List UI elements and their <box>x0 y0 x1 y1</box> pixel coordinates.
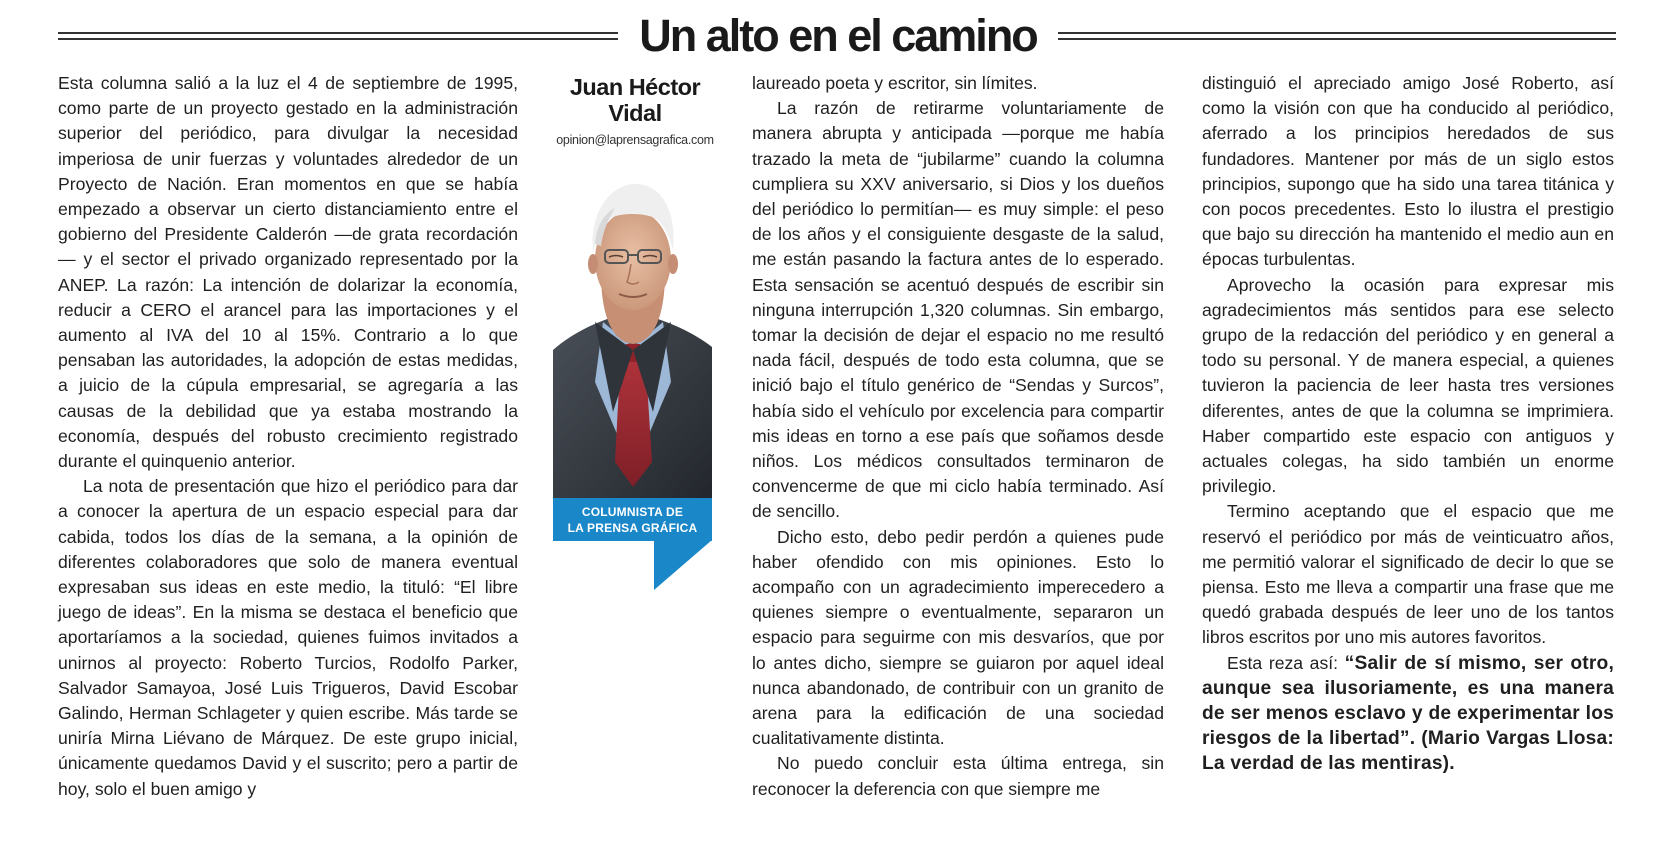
headline-rule-right <box>1058 32 1616 40</box>
paragraph: La razón de retirarme voluntariamente de manera abrupta y anticipada —porque me había trazado la meta de “jubilarme” cuando la columna cumpliera su XXV aniversario, si Dios y los dueños del periódico lo permitían— es muy simple: el peso de los años y el consiguiente desgaste de la salud, me están pasando la factura antes de lo esperado. Esta sensación se acentuó después de escribir sin ninguna interrupción 1,320 columnas. Sin embargo, tomar la decisión de dejar el espacio no me resultó nada fácil, después de todo esta columna, que se inició bajo el título genérico de “Sendas y Surcos”, había sido el vehículo por excelencia para compartir mis ideas en torno a ese país que soñamos desde niños. Los médicos consultados terminaron de convencerme de que mi ciclo había terminado. Así de sencillo. <box>752 98 1164 522</box>
author-portrait <box>553 172 712 498</box>
columnist-badge <box>553 498 712 541</box>
article-column-1 <box>58 71 518 802</box>
badge-line1: COLUMNISTA DE <box>581 504 684 519</box>
paragraph: laureado poeta y escritor, sin límites. <box>752 73 1038 93</box>
badge-line2: LA PRENSA GRÁFICA <box>567 520 698 535</box>
paragraph: La nota de presentación que hizo el periódico para dar a conocer la apertura de un espacio especial para dar cabida, todos los días de la semana, a la opinión de diferentes colaboradores que solo de manera eventual expresaban sus ideas en este medio, la tituló: “El libre juego de ideas”. En la misma se destaca el beneficio que aportaríamos a la sociedad, quienes fuimos invitados a unirnos al proyecto: Roberto Turcios, Rodolfo Parker, Salvador Samayoa, José Luis Trigueros, David Escobar Galindo, Herman Schlageter y quien escribe. Más tarde se uniría Mirna Liévano de Márquez. De este grupo inicial, únicamente quedamos David y el suscrito; pero a partir de hoy, solo el buen amigo y <box>58 476 518 799</box>
article-column-2 <box>752 71 1164 802</box>
paragraph: Dicho esto, debo pedir perdón a quienes pude haber ofendido con mis opiniones. Esto lo acompaño con un agradecimiento imperecedero a quienes siempre o eventualmente, separaron un espacio para seguirme con mis desvaríos, que por lo antes dicho, siempre se guiaron por aquel ideal nunca abandonado, de contribuir con un granito de arena para la edificación de una sociedad cualitativamente distinta. <box>752 526 1164 749</box>
paragraph: Esta columna salió a la luz el 4 de septiembre de 1995, como parte de un proyecto gestado en la administración superior del periódico, para divulgar la necesidad imperiosa de unir fuerzas y voluntades alrededor de un Proyecto de Nación. Eran momentos en que se había empezado a observar un cierto distanciamiento entre el gobierno del Presidente Calderón —de grata recordación— y el sector el privado organizado representado por la ANEP. La razón: La intención de dolarizar la economía, reducir a CERO el arancel para las importaciones y el aumento al IVA del 10 al 15%. Contrario a lo que pensaban las autoridades, la adopción de estas medidas, a juicio de la cúpula empresarial, se agregaría a las causas de la debilidad que ya estaba mostrando la economía, después del robusto crecimiento registrado durante el quinquenio anterior. <box>58 73 518 472</box>
closing-lead: Esta reza así: <box>1227 652 1345 673</box>
headline: Un alto en el camino <box>639 10 1037 61</box>
author-name <box>548 74 722 126</box>
headline-rule-left <box>58 32 618 40</box>
paragraph: distinguió el apreciado amigo José Roberto, así como la visión con que ha conducido al periódico, aferrado a los principios heredados de sus fundadores. Mantener por más de un siglo estos principios, supongo que ha sido una tarea titánica y con pocos precedentes. Esto lo ilustra el prestigio que bajo su dirección ha mantenido el medio aun en épocas turbulentas. <box>1202 73 1614 270</box>
paragraph: No puedo concluir esta última entrega, sin reconocer la deferencia con que siempre me <box>752 753 1164 799</box>
badge-tail-shape <box>553 540 712 590</box>
closing-paragraph <box>1202 651 1614 777</box>
closing-quote: “Salir de sí mismo, ser otro, aunque sea ilusoriamente, es una manera de ser menos esclavo y de experimentar los riesgos de la libertad”. (Mario Vargas Llosa: La verdad de las mentiras). <box>1202 652 1615 775</box>
author-name-line1: Juan Héctor <box>569 74 701 100</box>
article-column-3 <box>1202 71 1614 777</box>
headline-bar <box>58 10 1616 60</box>
author-name-line2: Vidal <box>608 100 662 126</box>
author-email: opinion@laprensagrafica.com <box>556 133 714 147</box>
paragraph: Termino aceptando que el espacio que me reservó el periódico por más de veinticuatro años, me permitió valorar el significado de decir lo que se piensa. Esto me lleva a compartir una frase que me quedó grabada después de leer uno de los tantos libros escritos por uno mis autores favoritos. <box>1202 501 1614 648</box>
paragraph: Aprovecho la ocasión para expresar mis agradecimientos más sentidos para ese selecto grupo de la redacción del periódico y en general a todo su personal. Y de manera especial, a quienes tuvieron la paciencia de leer hasta tres versiones diferentes, antes de que la columna se imprimiera. Haber compartido este espacio con antiguos y actuales colegas, ha sido también un enorme privilegio. <box>1202 274 1614 497</box>
